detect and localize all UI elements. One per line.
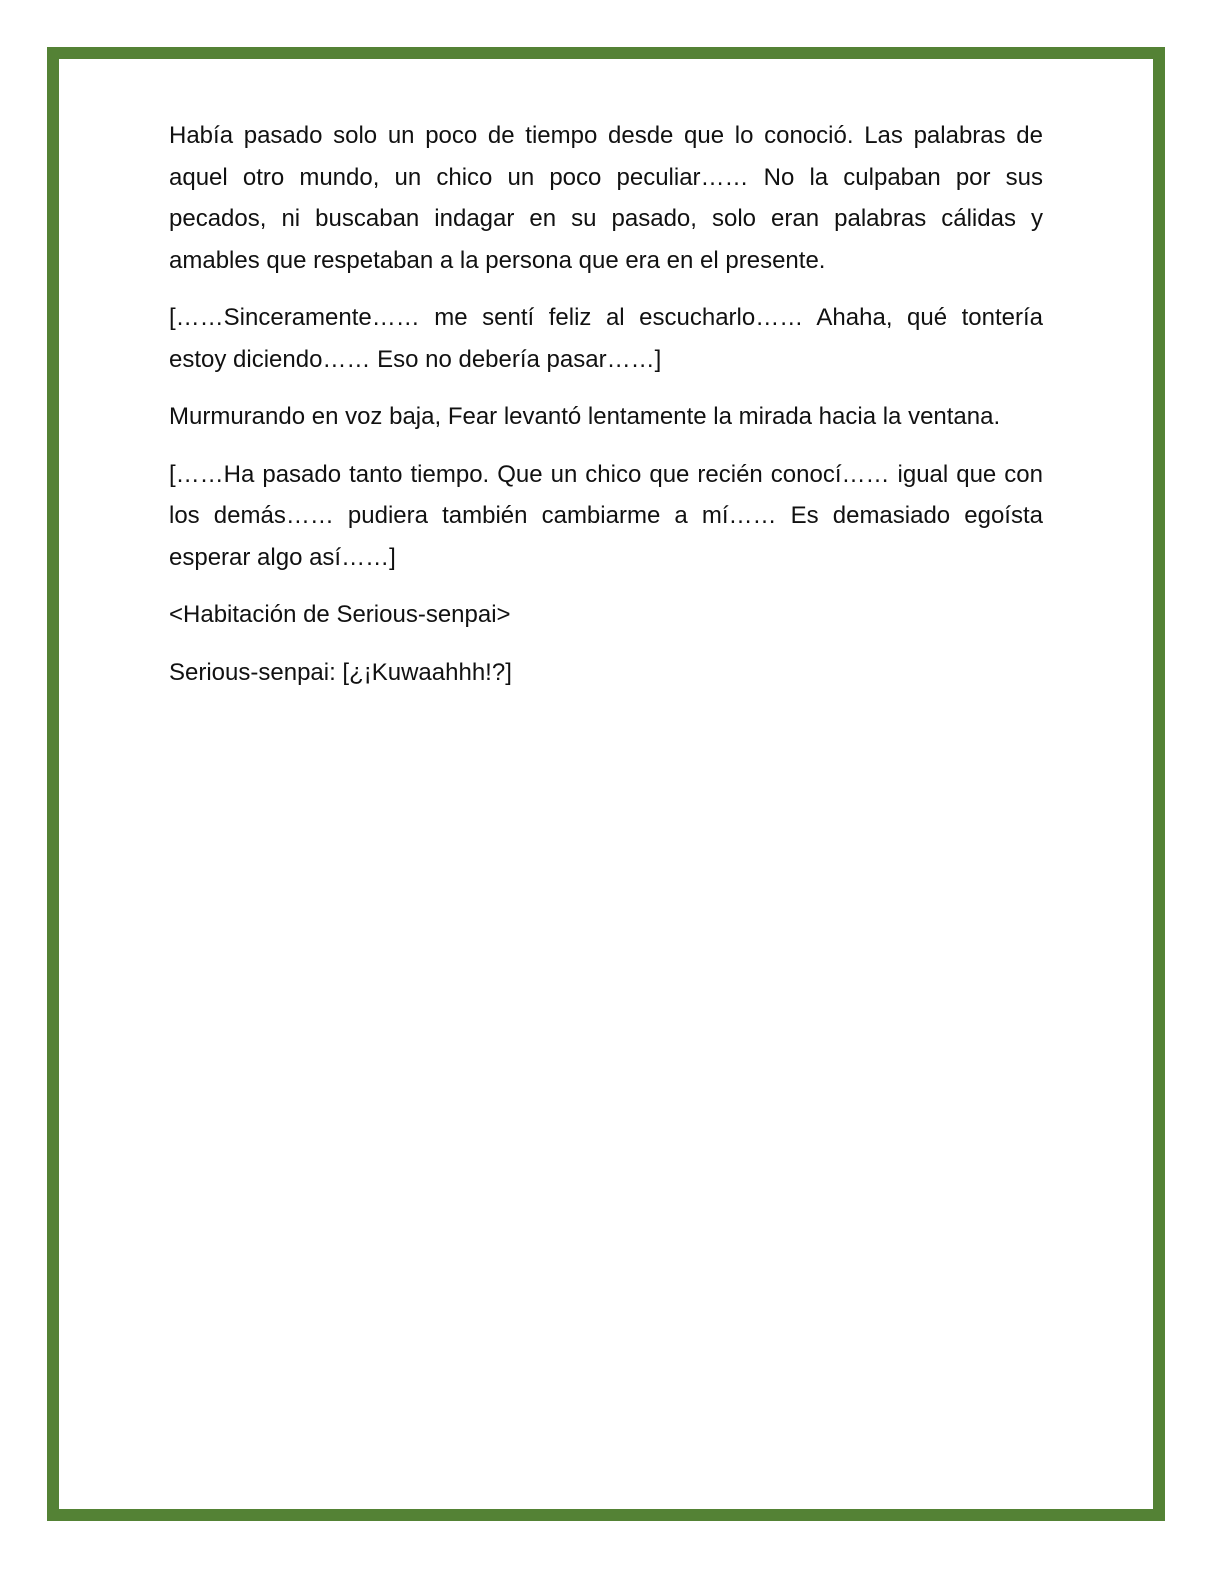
paragraph-dialogue-3: Serious-senpai: [¿¡Kuwaahhh!?] — [169, 658, 512, 686]
paragraph-dialogue-1: [……Sinceramente…… me sentí feliz al escucharlo…… Ahaha, qué tontería estoy diciendo…… Eso no debería pasar……] — [169, 304, 1043, 373]
scene-heading: <Habitación de Serious-senpai> — [169, 601, 511, 628]
document-body — [169, 115, 1043, 709]
paragraph-narration-2: Murmurando en voz baja, Fear levantó lentamente la mirada hacia la ventana. — [169, 403, 1001, 430]
paragraph-narration-1: Había pasado solo un poco de tiempo desde que lo conoció. Las palabras de aquel otro mundo, un chico un poco peculiar…… No la culpaban por sus pecados, ni buscaban indagar en su pasado, solo eran palabras cálidas y amables que respetaban a la persona que era en el presente. — [169, 122, 1043, 274]
paragraph-dialogue-2: [……Ha pasado tanto tiempo. Que un chico que recién conocí…… igual que con los demás…… pudiera también cambiarme a mí…… Es demasiado egoísta esperar algo así……] — [169, 460, 1043, 571]
